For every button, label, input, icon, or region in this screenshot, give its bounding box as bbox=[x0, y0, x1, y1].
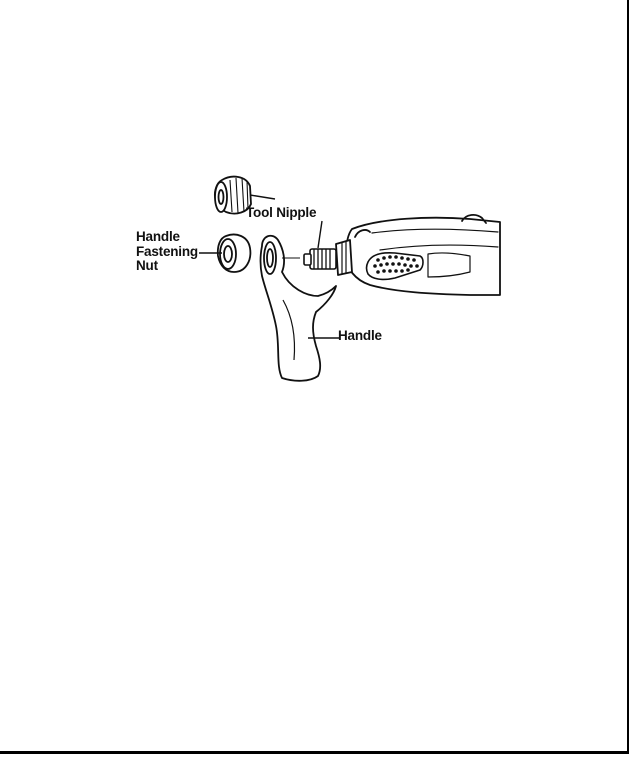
handle-fastening-nut-label bbox=[136, 230, 198, 274]
handle-fastening-nut-label-line-2: Fastening bbox=[136, 243, 198, 259]
handle-fastening-nut bbox=[218, 235, 251, 273]
tool-nipple-label: Tool Nipple bbox=[246, 205, 317, 220]
tool-nipple bbox=[304, 249, 336, 269]
rotary-tool-body bbox=[336, 215, 500, 295]
handle-fastening-nut-label-line-3: Nut bbox=[136, 258, 158, 273]
handle-label: Handle bbox=[338, 328, 382, 343]
handle-fastening-nut-label-line-1: Handle bbox=[136, 229, 180, 244]
